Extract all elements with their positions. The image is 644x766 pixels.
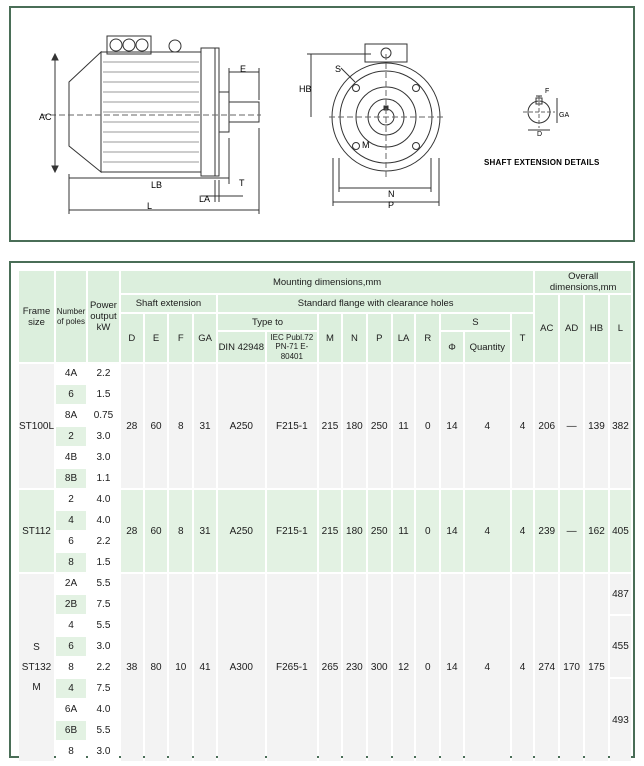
- phi-cell: 14: [441, 574, 463, 761]
- header-frame-size: Frame size: [19, 271, 54, 362]
- poles-cell: 2: [56, 427, 86, 446]
- label-s: S: [335, 64, 342, 74]
- ad-cell: —: [560, 364, 583, 488]
- poles-cell: 6B: [56, 721, 86, 740]
- ga-cell: 41: [194, 574, 216, 761]
- ad-cell: —: [560, 490, 583, 572]
- r-cell: 0: [416, 574, 439, 761]
- iec-cell: F215-1: [267, 490, 318, 572]
- header-d: D: [121, 314, 143, 362]
- l-cell: 405: [610, 490, 631, 572]
- motor-spec-table: [17, 269, 633, 763]
- header-phi: Φ: [441, 332, 463, 362]
- power-cell: 3.0: [88, 427, 119, 446]
- power-cell: 7.5: [88, 595, 119, 614]
- table-row: [19, 364, 631, 383]
- header-r: R: [416, 314, 439, 362]
- ga-cell: 31: [194, 364, 216, 488]
- din-cell: A250: [218, 490, 265, 572]
- label-m: M: [362, 140, 370, 150]
- poles-cell: 6: [56, 637, 86, 656]
- lifting-eye: [169, 40, 181, 52]
- quantity-cell: 4: [465, 574, 510, 761]
- n-cell: 180: [343, 364, 366, 488]
- power-cell: 5.5: [88, 574, 119, 593]
- m-cell: 215: [319, 364, 341, 488]
- l-cell: 487: [610, 574, 631, 614]
- t-cell: 4: [512, 574, 534, 761]
- power-cell: 3.0: [88, 637, 119, 656]
- power-cell: 5.5: [88, 616, 119, 635]
- p-cell: 300: [368, 574, 391, 761]
- din-cell: A250: [218, 364, 265, 488]
- spec-table-panel: [9, 261, 635, 758]
- power-cell: 7.5: [88, 679, 119, 698]
- header-f: F: [169, 314, 192, 362]
- header-ad: AD: [560, 295, 583, 362]
- header-p: P: [368, 314, 391, 362]
- header-t: T: [512, 314, 534, 362]
- m-cell: 215: [319, 490, 341, 572]
- shaft-section-view: [523, 96, 557, 130]
- power-cell: 5.5: [88, 721, 119, 740]
- header-standard-flange: Standard flange with clearance holes: [218, 295, 533, 312]
- p-cell: 250: [368, 364, 391, 488]
- power-cell: 1.5: [88, 385, 119, 404]
- hb-cell: 175: [585, 574, 608, 761]
- poles-cell: 4: [56, 679, 86, 698]
- label-d: D: [537, 131, 543, 138]
- frame-size-cell: ST112: [19, 490, 54, 572]
- ac-cell: 239: [535, 490, 558, 572]
- t-cell: 4: [512, 490, 534, 572]
- poles-cell: 8: [56, 742, 86, 761]
- poles-cell: 6: [56, 532, 86, 551]
- header-la: LA: [393, 314, 415, 362]
- poles-cell: 4: [56, 511, 86, 530]
- header-n: N: [343, 314, 366, 362]
- poles-cell: 2B: [56, 595, 86, 614]
- ga-cell: 31: [194, 490, 216, 572]
- header-shaft-extension: Shaft extension: [121, 295, 216, 312]
- header-power-output: Power output kW: [88, 271, 119, 362]
- header-l: L: [610, 295, 631, 362]
- poles-cell: 8A: [56, 406, 86, 425]
- t-cell: 4: [512, 364, 534, 488]
- l-cell: 455: [610, 616, 631, 677]
- label-e: E: [240, 64, 247, 74]
- poles-cell: 4A: [56, 364, 86, 383]
- p-cell: 250: [368, 490, 391, 572]
- poles-cell: 6: [56, 385, 86, 404]
- din-cell: A300: [218, 574, 265, 761]
- e-cell: 60: [145, 364, 168, 488]
- header-number-of-poles: Number of poles: [56, 271, 86, 362]
- r-cell: 0: [416, 490, 439, 572]
- poles-cell: 8: [56, 658, 86, 677]
- power-cell: 1.5: [88, 553, 119, 572]
- phi-cell: 14: [441, 490, 463, 572]
- la-cell: 11: [393, 490, 415, 572]
- d-cell: 28: [121, 364, 143, 488]
- poles-cell: 8B: [56, 469, 86, 488]
- power-cell: 2.2: [88, 364, 119, 383]
- power-cell: 2.2: [88, 532, 119, 551]
- motor-drawing-panel: [9, 6, 635, 242]
- power-cell: 4.0: [88, 511, 119, 530]
- header-iec: IEC Publ.72 PN-71 E-80401: [267, 332, 318, 362]
- poles-cell: 2A: [56, 574, 86, 593]
- d-cell: 38: [121, 574, 143, 761]
- frame-size-cell: ST100L: [19, 364, 54, 488]
- n-cell: 230: [343, 574, 366, 761]
- power-cell: 3.0: [88, 742, 119, 761]
- n-cell: 180: [343, 490, 366, 572]
- frame-size-line: M: [32, 681, 41, 693]
- header-quantity: Quantity: [465, 332, 510, 362]
- label-n: N: [388, 189, 395, 199]
- f-cell: 8: [169, 490, 192, 572]
- la-cell: 12: [393, 574, 415, 761]
- header-e: E: [145, 314, 168, 362]
- poles-cell: 2: [56, 490, 86, 509]
- header-mounting-dimensions: Mounting dimensions,mm: [121, 271, 533, 293]
- f-cell: 8: [169, 364, 192, 488]
- l-cell: 382: [610, 364, 631, 488]
- poles-cell: 4B: [56, 448, 86, 467]
- header-ac: AC: [535, 295, 558, 362]
- power-cell: 1.1: [88, 469, 119, 488]
- table-row: [19, 490, 631, 509]
- label-la: LA: [199, 194, 211, 204]
- motor-drawing: [11, 8, 633, 240]
- poles-cell: 8: [56, 553, 86, 572]
- e-cell: 60: [145, 490, 168, 572]
- header-s-group: S: [441, 314, 510, 330]
- quantity-cell: 4: [465, 490, 510, 572]
- label-l: L: [147, 201, 153, 211]
- e-cell: 80: [145, 574, 168, 761]
- hb-cell: 139: [585, 364, 608, 488]
- power-cell: 4.0: [88, 490, 119, 509]
- hb-cell: 162: [585, 490, 608, 572]
- label-ga: GA: [559, 112, 570, 119]
- ad-cell: 170: [560, 574, 583, 761]
- power-cell: 3.0: [88, 448, 119, 467]
- ac-cell: 274: [535, 574, 558, 761]
- f-cell: 10: [169, 574, 192, 761]
- ac-cell: 206: [535, 364, 558, 488]
- table-row: [19, 574, 631, 593]
- poles-cell: 4: [56, 616, 86, 635]
- frame-size-line: ST132: [21, 661, 52, 673]
- label-hb: HB: [299, 84, 312, 94]
- motor-front-view: [307, 44, 443, 206]
- power-cell: 4.0: [88, 700, 119, 719]
- d-cell: 28: [121, 490, 143, 572]
- quantity-cell: 4: [465, 364, 510, 488]
- frame-size-line: S: [33, 641, 40, 653]
- iec-cell: F265-1: [267, 574, 318, 761]
- label-p: P: [388, 200, 395, 210]
- header-hb: HB: [585, 295, 608, 362]
- header-overall-dimensions: Overall dimensions,mm: [535, 271, 631, 293]
- label-ac: AC: [39, 112, 52, 122]
- header-ga: GA: [194, 314, 216, 362]
- iec-cell: F215-1: [267, 364, 318, 488]
- power-cell: 0.75: [88, 406, 119, 425]
- label-lb: LB: [151, 180, 163, 190]
- label-f: F: [545, 88, 550, 95]
- la-cell: 11: [393, 364, 415, 488]
- frame-size-cell: [19, 574, 54, 761]
- l-cell: 493: [610, 679, 631, 761]
- label-t: T: [239, 178, 245, 188]
- m-cell: 265: [319, 574, 341, 761]
- header-m: M: [319, 314, 341, 362]
- r-cell: 0: [416, 364, 439, 488]
- phi-cell: 14: [441, 364, 463, 488]
- header-din: DIN 42948: [218, 332, 265, 362]
- poles-cell: 6A: [56, 700, 86, 719]
- power-cell: 2.2: [88, 658, 119, 677]
- shaft-details-caption: SHAFT EXTENSION DETAILS: [484, 158, 600, 167]
- header-type-to: Type to: [218, 314, 317, 330]
